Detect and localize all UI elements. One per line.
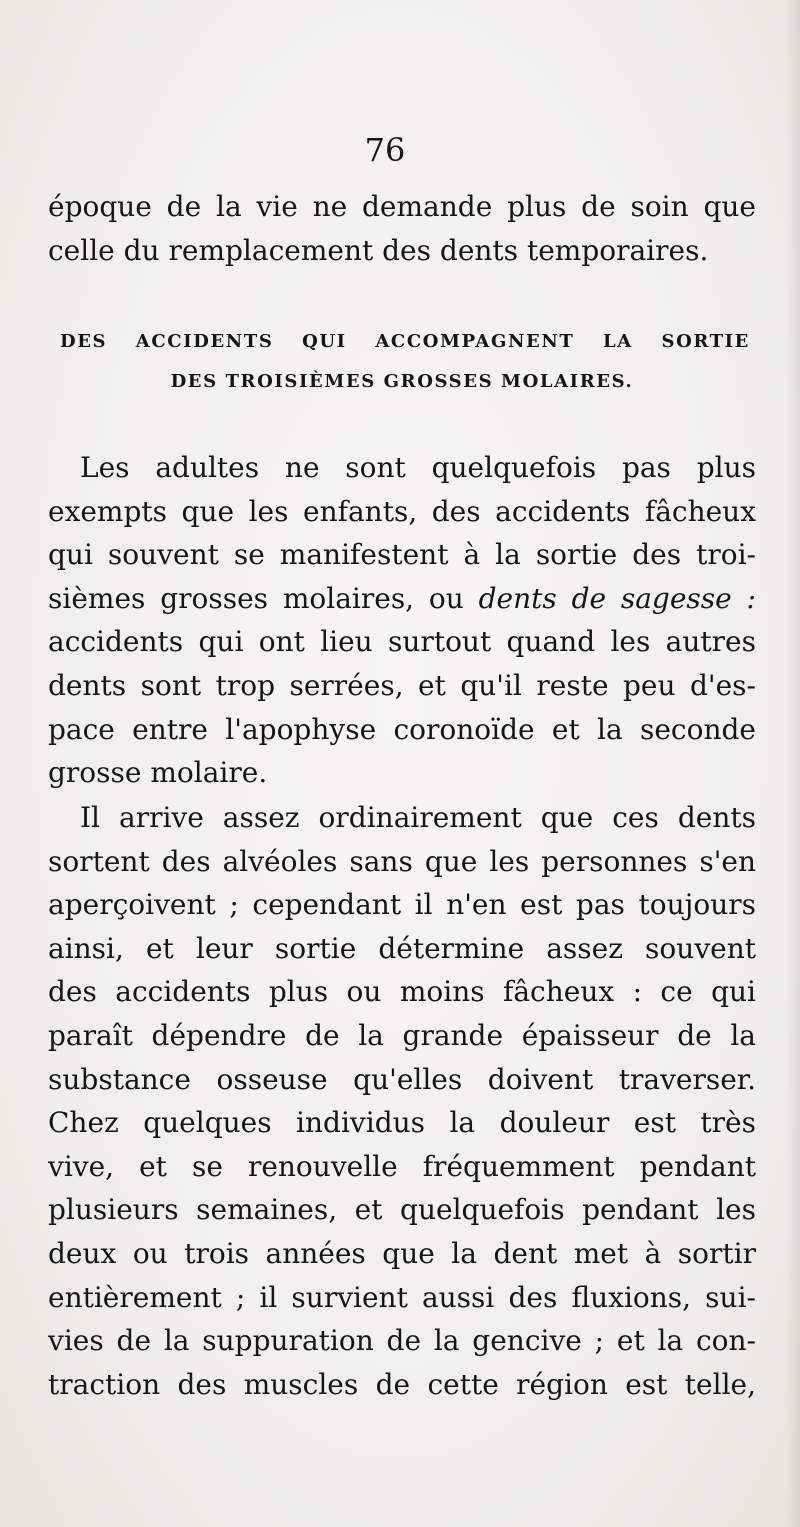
text-line: celle du remplacement des dents temporaires. [48, 233, 709, 267]
text-line: vies de la suppuration de la gencive ; et la con- [48, 1324, 756, 1358]
intro-text [48, 185, 756, 272]
italic-term: dents de sagesse : [478, 581, 756, 615]
text-line: époque de la vie ne demande plus de soin que [48, 190, 756, 223]
text-line: Chez quelques individus la douleur est très [48, 1106, 756, 1140]
text-line: Les adultes ne sont quelquefois pas plus [80, 451, 756, 484]
text-segment: sièmes grosses molaires, ou [48, 581, 479, 615]
section-heading [48, 322, 756, 402]
heading-line: DES TROISIÈMES GROSSES MOLAIRES. [170, 371, 634, 392]
text-line: ainsi, et leur sortie détermine assez souvent [48, 931, 756, 965]
text-line: des accidents plus ou moins fâcheux : ce qui [48, 975, 756, 1009]
text-line: deux ou trois années que la dent met à sortir [48, 1236, 756, 1270]
text-line [48, 577, 756, 621]
page-number: 76 [364, 131, 406, 169]
text-line: entièrement ; il survient aussi des fluxions, sui- [48, 1280, 756, 1314]
text-line: substance osseuse qu'elles doivent traverser. [48, 1062, 756, 1096]
text-line: accidents qui ont lieu surtout quand les autres [48, 625, 756, 659]
text-line: paraît dépendre de la grande épaisseur de la [48, 1018, 756, 1052]
heading-line: DES ACCIDENTS QUI ACCOMPAGNENT LA SORTIE [60, 331, 750, 352]
text-line: dents sont trop serrées, et qu'il reste peu d'es- [48, 668, 756, 702]
text-line: sortent des alvéoles sans que les personnes s'en [48, 844, 756, 878]
text-line: pace entre l'apophyse coronoïde et la seconde [48, 712, 756, 746]
paragraph-1 [48, 446, 756, 795]
text-line: traction des muscles de cette région est telle, [48, 1367, 756, 1401]
text-line: exempts que les enfants, des accidents fâcheux [48, 494, 756, 528]
text-line: grosse molaire. [48, 756, 268, 790]
text-line: aperçoivent ; cependant il n'en est pas toujours [48, 888, 756, 922]
text-line: plusieurs semaines, et quelquefois pendant les [48, 1193, 756, 1227]
text-line: Il arrive assez ordinairement que ces dents [80, 801, 756, 834]
paragraph-2 [48, 796, 756, 1406]
text-line: qui souvent se manifestent à la sortie des troi- [48, 538, 756, 572]
text-line: vive, et se renouvelle fréquemment pendant [48, 1149, 756, 1183]
